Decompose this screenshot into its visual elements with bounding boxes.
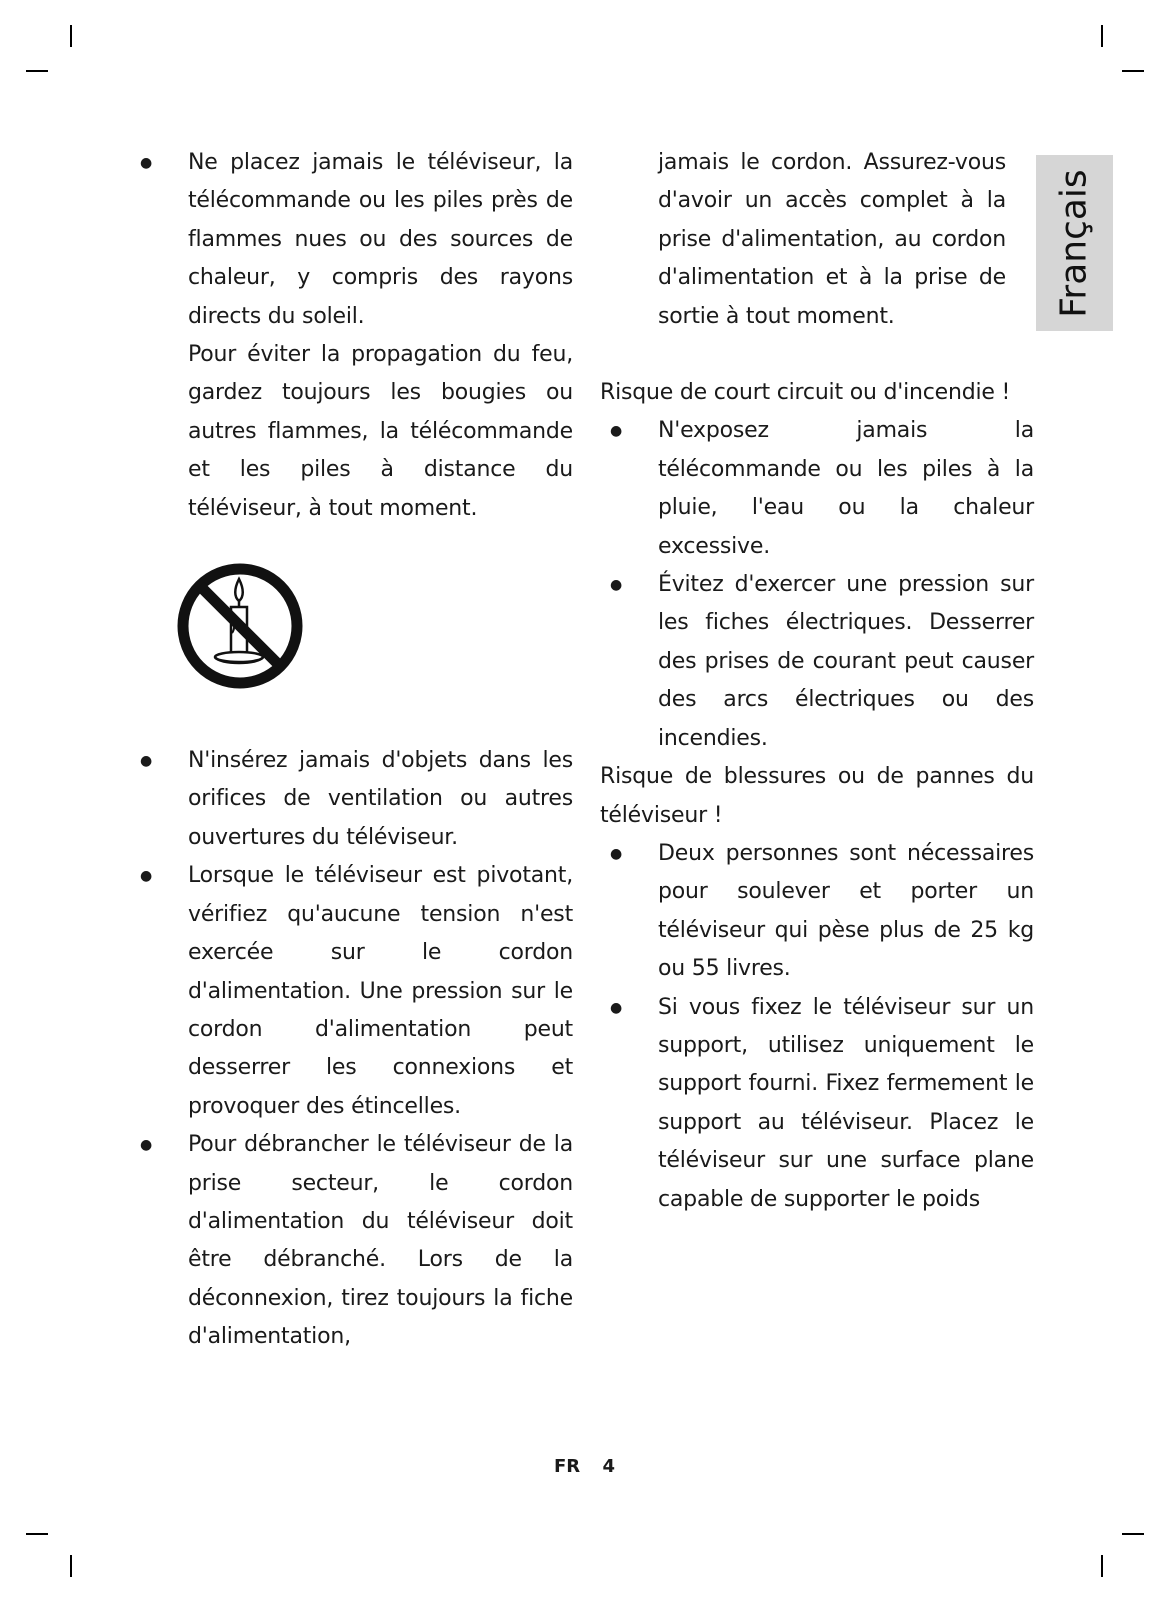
- bullet-dot-icon: ●: [610, 999, 623, 1016]
- crop-mark: [70, 25, 72, 47]
- list-item-text: N'exposez jamais la télécommande ou les piles à la pluie, l'eau ou la chaleur excessive.: [658, 418, 1034, 559]
- list-item: [600, 989, 1034, 1219]
- list-item: [600, 835, 1034, 989]
- bullet-dot-icon: ●: [610, 577, 623, 594]
- right-column: [600, 144, 1034, 1219]
- bullet-dot-icon: ●: [140, 1137, 153, 1154]
- crop-mark: [1122, 70, 1144, 72]
- crop-mark: [26, 70, 48, 72]
- crop-mark: [70, 1555, 72, 1577]
- language-tab: [1036, 155, 1113, 331]
- no-candle-icon-svg: [175, 561, 305, 691]
- list-item-text: Deux personnes sont nécessaires pour soulever et porter un téléviseur qui pèse plus de 25 kg ou 55 livres.: [658, 840, 1034, 982]
- left-column: [130, 144, 573, 1357]
- page-number: 4: [602, 1456, 615, 1477]
- crop-mark: [1101, 25, 1103, 47]
- crop-mark: [1101, 1555, 1103, 1577]
- list-item: [130, 857, 573, 1126]
- spacer: [600, 336, 1034, 374]
- list-item-text: Si vous fixez le téléviseur sur un support, utilisez uniquement le support fourni. Fixez fermement le support au téléviseur. Placez le téléviseur sur une surface plane capable de supporter le poids: [658, 994, 1034, 1212]
- page-footer: [0, 1456, 1169, 1477]
- list-item-text: Ne placez jamais le téléviseur, la télécommande ou les piles près de flammes nues ou des sources de chaleur, y compris des rayons directs du soleil.: [188, 150, 573, 329]
- list-item: [130, 742, 573, 857]
- list-item: [600, 412, 1034, 566]
- bullet-dot-icon: ●: [140, 868, 153, 885]
- section-heading: Risque de court circuit ou d'incendie !: [600, 380, 1011, 406]
- list-item-text: Pour débrancher le téléviseur de la prise secteur, le cordon d'alimentation du téléviseur doit être débranché. Lors de la déconnexion, tirez toujours la fiche d'alimentation,: [188, 1132, 573, 1350]
- bullet-dot-icon: ●: [140, 753, 153, 770]
- list-item-text: N'insérez jamais d'objets dans les orifices de ventilation ou autres ouvertures du téléviseur.: [188, 748, 573, 850]
- list-item-continuation: [130, 336, 573, 528]
- language-tab-label: Français: [1054, 168, 1096, 318]
- list-item-text: jamais le cordon. Assurez-vous d'avoir un accès complet à la prise d'alimentation, au cordon d'alimentation et à la prise de sortie à tout moment.: [658, 150, 1006, 329]
- list-item-text: Évitez d'exercer une pression sur les fiches électriques. Desserrer des prises de courant peut causer des arcs électriques ou des incendies.: [658, 572, 1034, 751]
- section-heading: Risque de blessures ou de pannes du téléviseur !: [600, 764, 1034, 828]
- bullet-dot-icon: ●: [140, 155, 153, 171]
- list-item: [130, 144, 573, 336]
- crop-mark: [1122, 1533, 1144, 1535]
- list-item-text: Lorsque le téléviseur est pivotant, vérifiez qu'aucune tension n'est exercée sur le cordon d'alimentation. Une pression sur le cordon d'alimentation peut desserrer les connexions et provoquer des étincelles.: [188, 863, 573, 1119]
- bullet-dot-icon: ●: [610, 423, 623, 440]
- bullet-dot-icon: ●: [610, 845, 623, 862]
- no-candle-icon: [175, 561, 305, 691]
- list-item: [130, 1126, 573, 1356]
- list-item-continuation: [600, 144, 1034, 336]
- list-item: [600, 566, 1034, 758]
- list-item-text: Pour éviter la propagation du feu, gardez toujours les bougies ou autres flammes, la télécommande et les piles à distance du téléviseur, à tout moment.: [188, 342, 573, 521]
- crop-mark: [26, 1533, 48, 1535]
- footer-lang-code: FR: [554, 1456, 581, 1477]
